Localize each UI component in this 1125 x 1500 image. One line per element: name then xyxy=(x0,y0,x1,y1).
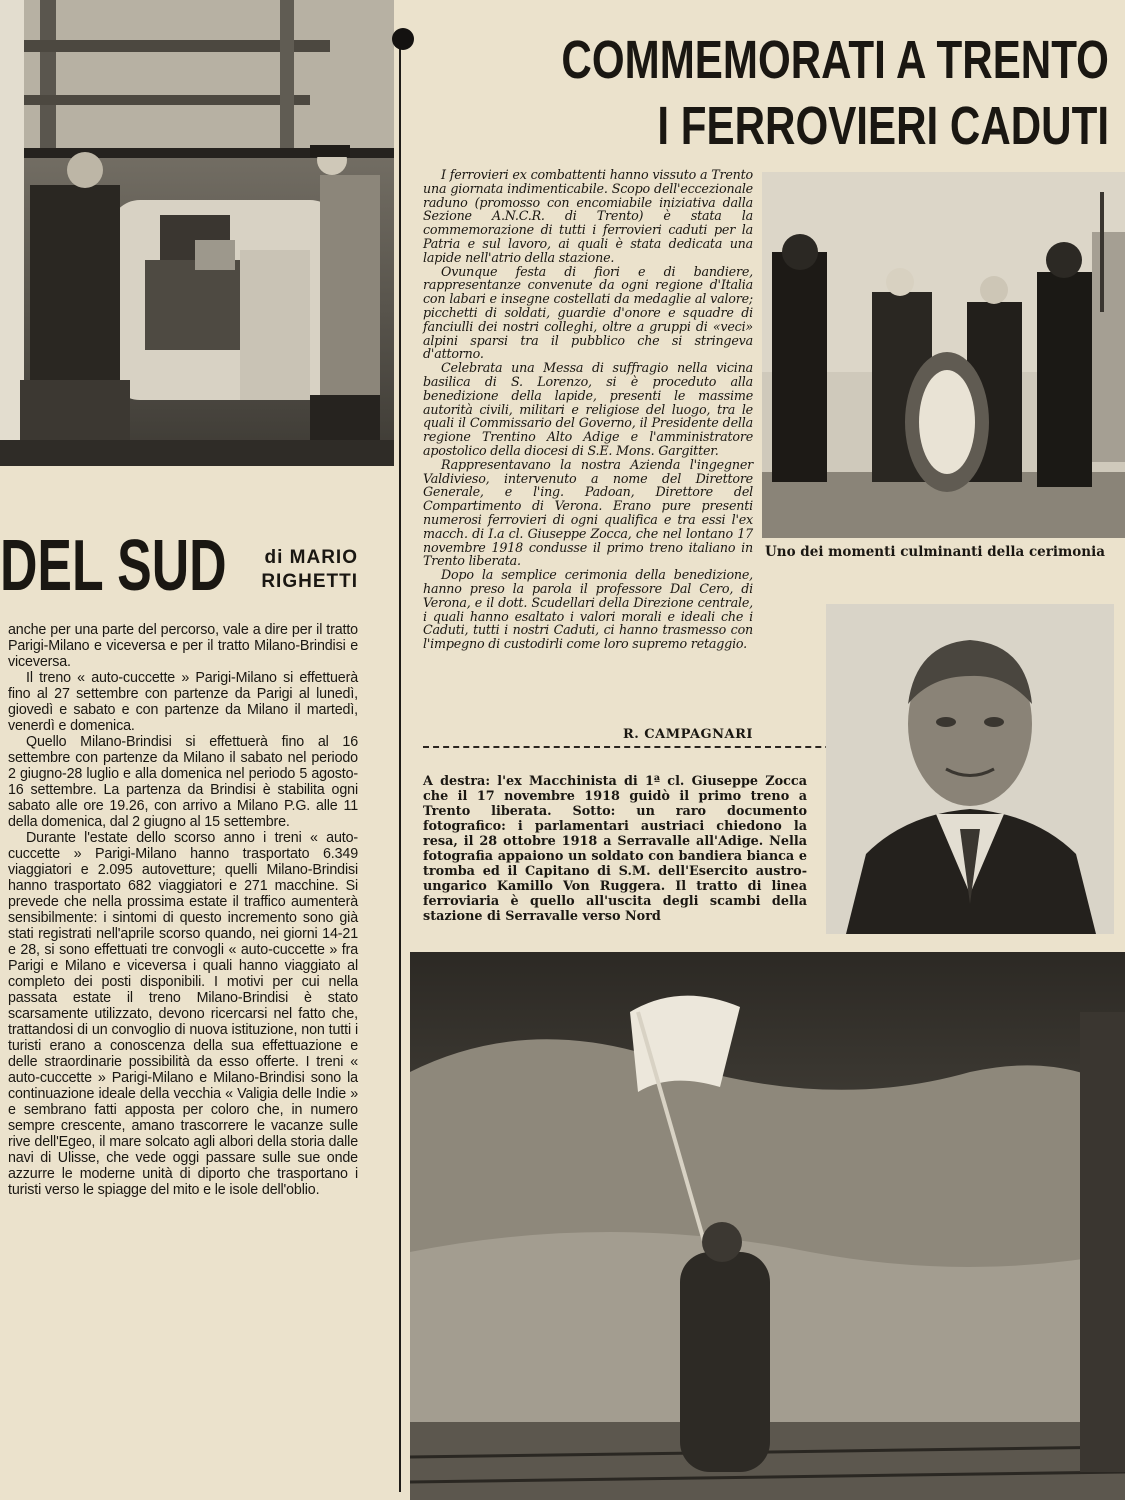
car-loading-photo xyxy=(0,0,394,466)
auto-cuccette-article xyxy=(8,622,358,1198)
commemoration-article xyxy=(423,168,753,651)
article-paragraph: Dopo la semplice cerimonia della benedizione, hanno preso la parola il professore Dal Cero, di Verona, e il dott. Scudellari della Direzione centrale, i quali hanno esaltato i valori morali e ideali che i Caduti, tutti i nostri Caduti, ci hanno trasmesso con l'impegno di custodirli come loro supremo retaggio. xyxy=(423,567,753,652)
article-paragraph: Durante l'estate dello scorso anno i treni « auto-cuccette » Parigi-Milano hanno trasportato 6.349 viaggiatori e 2.095 autovetture; quelli Milano-Brindisi hanno trasportato 682 viaggiatori e 271 macchine. Si prevede che nella prossima estate il traffico aumenterà sensibilmente: i sintomi di questo incremento sono già stati registrati nell'aprile scorso quando, nei giorni 14-21 e 28, si sono effettuati tre convogli « auto-cuccette » fra Parigi e Milano e viceversa i quali hanno viaggiato al completo dei posti disponibili. I motivi per cui nella passata estate il treno Milano-Brindisi è stato scarsamente utilizzato, devono ricercarsi nel fatto che, trattandosi di un convoglio di nuova istituzione, non tutti i turisti erano a conoscenza della sua effettuazione e delle straordinarie possibilità da esso offerte. I treni « auto-cuccette » Parigi-Milano e Milano-Brindisi sono la continuazione ideale della vecchia « Valigia delle Indie » e sembrano fatti apposta per coloro che, in numero sempre crescente, amano trascorrere le vacanze sulle rive dell'Egeo, il mare solcato agli albori della storia dalle navi di Ulisse, che vede oggi passare sulle sue onde azzurre le moderne unità di diporto che trasportano i turisti verso le spiagge del mito e le isole dell'oblio. xyxy=(8,830,358,1198)
headline-line-2: I FERROVIERI CADUTI xyxy=(657,96,1109,156)
zocca-portrait-photo xyxy=(826,604,1114,934)
article-paragraph: anche per una parte del percorso, vale a dire per il tratto Parigi-Milano e viceversa e per il tratto Milano-Brindisi e viceversa. xyxy=(8,622,358,670)
headline-line-1: COMMEMORATI A TRENTO xyxy=(561,30,1109,90)
headline-bullet xyxy=(392,28,414,50)
ceremony-caption: Uno dei momenti culminanti della cerimonia xyxy=(765,544,1105,560)
left-article-title: DEL SUD xyxy=(0,526,227,606)
article-paragraph: Quello Milano-Brindisi si effettuerà fino al 16 settembre con partenze da Milano il sabato nel periodo 2 giugno-28 luglio e alla domenica nel periodo 5 agosto-16 settembre. La partenza da Brindisi è stabilita ogni sabato alle ore 19.26, con arrivo a Milano P.G. alle 11 della domenica, dal 2 giugno al 15 settembre. xyxy=(8,734,358,830)
byline-name: RIGHETTI xyxy=(261,571,358,592)
article-paragraph: Il treno « auto-cuccette » Parigi-Milano si effettuerà fino al 27 settembre con partenze da Parigi al lunedì, giovedì e sabato e con partenze da Milano il martedì, venerdì e domenica. xyxy=(8,670,358,734)
white-flag-surrender-photo xyxy=(410,952,1125,1500)
article-paragraph: Celebrata una Messa di suffragio nella vicina basilica di S. Lorenzo, si è proceduto alla benedizione della lapide, presenti le massime autorità civili, militari e religiose del luogo, tra le quali il Commissario del Governo, il Presidente della regione Trentino Alto Adige e l'amministratore apostolico della diocesi di S.E. Mons. Gargitter. xyxy=(423,360,753,458)
article-paragraph: Ovunque festa di fiori e di bandiere, rappresentanze convenute da ogni regione d'Italia con labari e insegne costellati da medaglie al valore; picchetti di soldati, guardie d'onore e squadre di fanciulli dei nostri colleghi, oltre a gruppi di «veci» alpini sparsi tra il pubblico che si stringeva d'attorno. xyxy=(423,263,753,362)
article-paragraph: Rappresentavano la nostra Azienda l'ingegner Valdivieso, intervenuto a nome del Direttore Generale, e l'ing. Padoan, Direttore del Compartimento di Verona. Erano pure presenti numerosi ferrovieri di ogni qualifica e tra essi l'ex macch. di I.a cl. Giuseppe Zocca, che nel lontano 17 novembre 1918 condusse il primo treno italiano in Trento liberata. xyxy=(423,456,753,569)
ceremony-photo xyxy=(762,172,1125,538)
article-paragraph: I ferrovieri ex combattenti hanno vissuto a Trento una giornata indimenticabile. Scopo dell'eccezionale raduno (promosso con encomiabile iniziativa dalla Sezione A.N.C.R. di Trento) è stata la commemorazione di tutti i ferrovieri caduti per la Patria e sul lavoro, ai quali è stata dedicata una lapide nell'atrio della stazione. xyxy=(423,167,753,265)
column-rule xyxy=(399,34,401,1492)
zocca-caption: A destra: l'ex Macchinista di 1ª cl. Giuseppe Zocca che il 17 novembre 1918 guidò il primo treno a Trento liberata. Sotto: un raro documento fotografico: i parlamentari austriaci chiedono la resa, il 28 ottobre 1918 a Serravalle all'Adige. Nella fotografia appaiono un soldato con bandiera bianca e tromba ed il Capitano di S.M. dell'Esercito austro-ungarico Kamillo Von Ruggera. Il tratto di linea ferroviaria è quello all'uscita degli scambi della stazione di Serravalle verso Nord xyxy=(423,774,807,924)
left-article-byline xyxy=(228,546,358,594)
article-signature: R. CAMPAGNARI xyxy=(622,727,753,742)
byline-prefix: di MARIO xyxy=(264,547,358,568)
